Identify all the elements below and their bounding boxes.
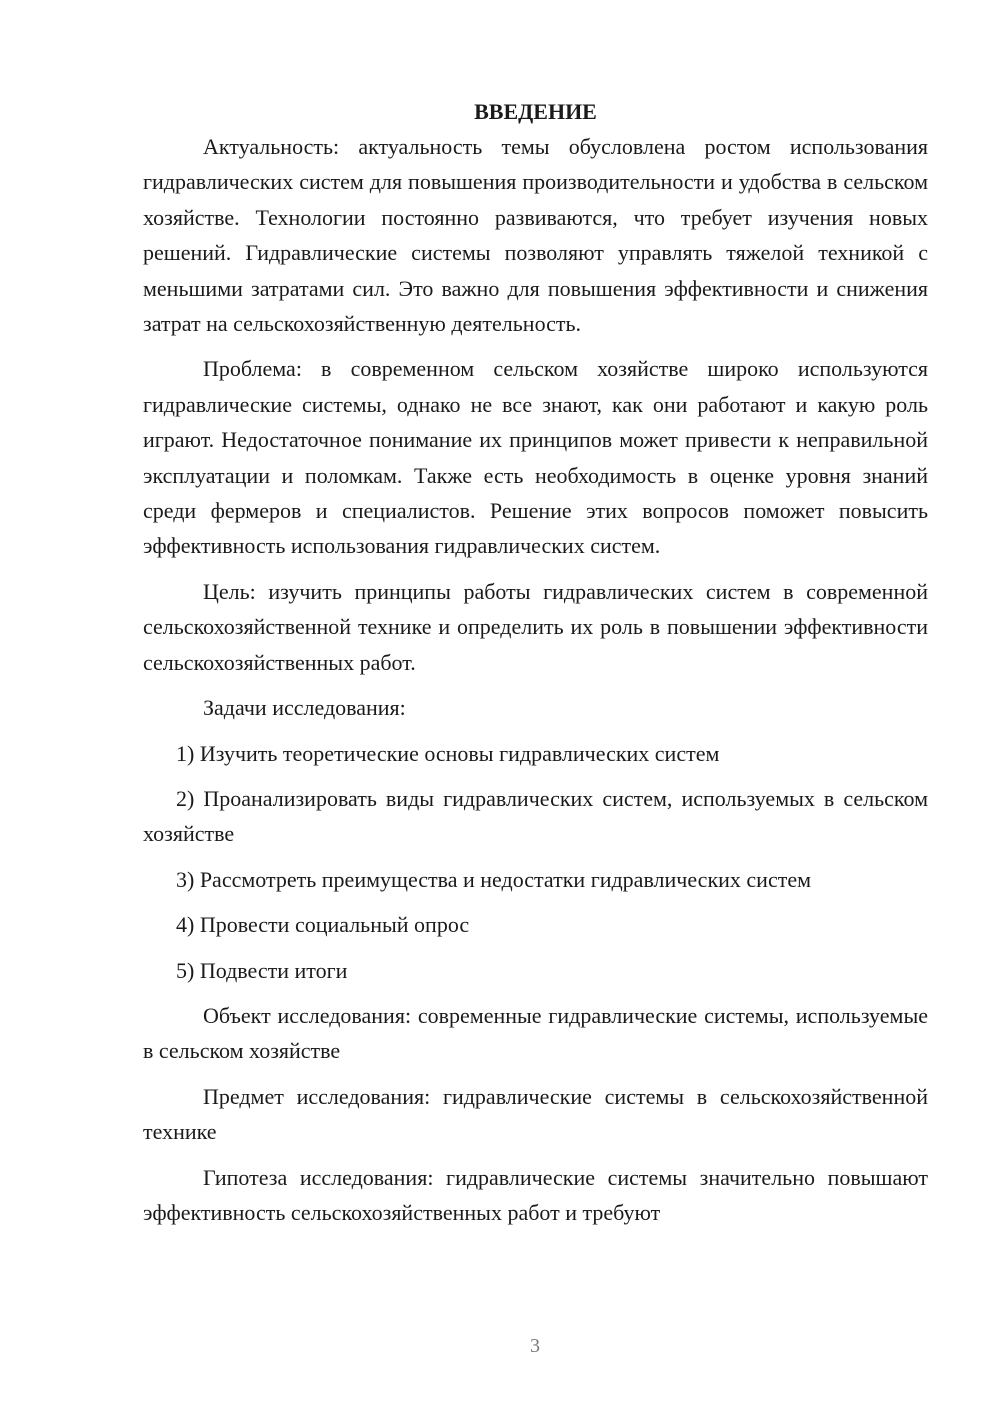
page-number: 3 [530,1335,540,1357]
paragraph-problem: Проблема: в современном сельском хозяйстве широко используются гидравлические системы, однако не все знают, как они работают и какую роль играют. Недостаточное понимание их принципов может привести к неправильной эксплуатации и поломкам. Также есть необходимость в оценке уровня знаний среди фермеров и специалистов. Решение этих вопросов поможет повысить эффективность использования гидравлических систем. [143,356,928,559]
paragraph-subject: Предмет исследования: гидравлические системы в сельскохозяйственной технике [143,1083,928,1145]
paragraph-object: Объект исследования: современные гидравлические системы, используемые в сельском хозяйстве [143,1002,928,1064]
paragraph-hypothesis: Гипотеза исследования: гидравлические системы значительно повышают эффективность сельскохозяйственных работ и требуют [143,1164,928,1225]
task-item-4: 4) Провести социальный опрос [176,912,470,938]
task-item-1: 1) Изучить теоретические основы гидравлических систем [176,740,720,766]
section-title: ВВЕДЕНИЕ [474,99,597,124]
task-item-3: 3) Рассмотреть преимущества и недостатки гидравлических систем [176,866,812,892]
document-body [143,94,928,1230]
paragraph-goal: Цель: изучить принципы работы гидравлических систем в современной сельскохозяйственной технике и определить их роль в повышении эффективности сельскохозяйственных работ. [143,578,928,675]
task-item-2: 2) Проанализировать виды гидравлических систем, используемых в сельском хозяйстве [143,785,928,847]
tasks-heading: Задачи исследования: [203,695,406,721]
task-item-5: 5) Подвести итоги [176,957,348,983]
paragraph-relevance: Актуальность: актуальность темы обусловлена ростом использования гидравлических систем для повышения производительности и удобства в сельском хозяйстве. Технологии постоянно развиваются, что требует изучения новых решений. Гидравлические системы позволяют управлять тяжелой техникой с меньшими затратами сил. Это важно для повышения эффективности и снижения затрат на сельскохозяйственную деятельность. [143,134,928,337]
